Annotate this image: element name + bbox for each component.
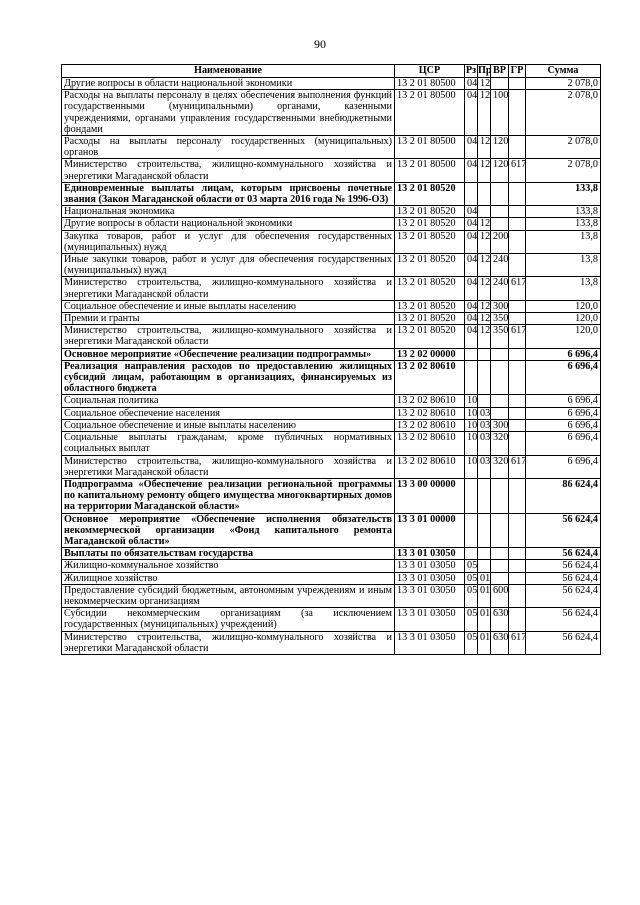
header-gr: ГР (509, 65, 526, 78)
row-vr-cell: 120 (491, 159, 509, 182)
header-csr: ЦСР (395, 65, 465, 78)
row-rz-cell: 10 (465, 432, 478, 455)
row-name-cell: Реализация направления расходов по предоставлению жилищных субсидий лицам, работающим в организациях, финансируемых из областного бюджета (62, 360, 395, 395)
row-gr-cell (509, 313, 526, 325)
table-row (62, 90, 601, 136)
row-sum-cell: 120,0 (526, 313, 601, 325)
row-pr-cell: 03 (478, 419, 491, 431)
row-rz-cell (465, 478, 478, 513)
row-name-cell: Другие вопросы в области национальной экономики (62, 78, 395, 90)
row-name-cell: Субсидии некоммерческим организациям (за исключением государственных (муниципальных) учреждений) (62, 608, 395, 631)
row-sum-cell: 56 624,4 (526, 560, 601, 572)
row-name-cell: Социальное обеспечение населения (62, 407, 395, 419)
row-gr-cell: 617 (509, 277, 526, 300)
row-gr-cell (509, 300, 526, 312)
table-row (62, 206, 601, 218)
row-vr-cell: 120 (491, 136, 509, 159)
row-gr-cell (509, 182, 526, 205)
row-csr-cell: 13 2 01 80500 (395, 159, 465, 182)
row-rz-cell: 04 (465, 159, 478, 182)
row-csr-cell: 13 2 02 80610 (395, 360, 465, 395)
row-name-cell: Закупка товаров, работ и услуг для обеспечения государственных (муниципальных) нужд (62, 230, 395, 253)
row-csr-cell: 13 2 02 80610 (395, 432, 465, 455)
row-rz-cell: 04 (465, 277, 478, 300)
row-pr-cell: 12 (478, 300, 491, 312)
row-sum-cell: 133,8 (526, 182, 601, 205)
row-name-cell: Другие вопросы в области национальной экономики (62, 218, 395, 230)
row-gr-cell: 617 (509, 159, 526, 182)
table-row (62, 455, 601, 478)
row-pr-cell: 03 (478, 455, 491, 478)
row-gr-cell (509, 548, 526, 560)
table-row (62, 584, 601, 607)
row-sum-cell: 6 696,4 (526, 407, 601, 419)
row-sum-cell: 56 624,4 (526, 513, 601, 548)
header-vr: ВР (491, 65, 509, 78)
row-csr-cell: 13 3 01 03050 (395, 584, 465, 607)
row-name-cell: Жилищно-коммунальное хозяйство (62, 560, 395, 572)
row-vr-cell: 630 (491, 631, 509, 654)
row-vr-cell (491, 78, 509, 90)
header-pr: Пр (478, 65, 492, 76)
row-rz-cell: 04 (465, 206, 478, 218)
row-rz-cell: 04 (465, 136, 478, 159)
table-row (62, 277, 601, 300)
row-sum-cell: 56 624,4 (526, 631, 601, 654)
row-pr-cell (478, 348, 491, 360)
row-name-cell: Расходы на выплаты персоналу в целях обеспечения выполнения функций государственными (муниципальными) органами, казенными учреждениями, органами управления государственными внебюджетными фондами (62, 90, 395, 136)
row-vr-cell (491, 182, 509, 205)
row-sum-cell: 6 696,4 (526, 348, 601, 360)
row-gr-cell (509, 218, 526, 230)
row-rz-cell (465, 360, 478, 395)
row-rz-cell (465, 513, 478, 548)
row-vr-cell (491, 513, 509, 548)
row-vr-cell (491, 407, 509, 419)
row-rz-cell: 05 (465, 631, 478, 654)
row-pr-cell (478, 206, 491, 218)
row-pr-cell (478, 478, 491, 513)
row-csr-cell: 13 2 02 80610 (395, 419, 465, 431)
row-vr-cell (491, 360, 509, 395)
row-vr-cell: 300 (491, 419, 509, 431)
row-name-cell: Предоставление субсидий бюджетным, автономным учреждениям и иным некоммерческим организациям (62, 584, 395, 607)
row-sum-cell: 6 696,4 (526, 395, 601, 407)
header-rz: Рз (465, 65, 477, 76)
row-gr-cell (509, 407, 526, 419)
row-vr-cell (491, 395, 509, 407)
row-rz-cell (465, 548, 478, 560)
row-pr-cell (478, 395, 491, 407)
table-row (62, 325, 601, 348)
row-rz-cell: 04 (465, 325, 478, 348)
row-pr-cell: 01 (478, 608, 491, 631)
row-csr-cell: 13 2 01 80500 (395, 136, 465, 159)
table-row (62, 608, 601, 631)
row-name-cell: Иные закупки товаров, работ и услуг для обеспечения государственных (муниципальных) нужд (62, 254, 395, 277)
table-body (62, 78, 601, 655)
table-row (62, 78, 601, 90)
table-header-row (62, 65, 601, 78)
row-csr-cell: 13 2 02 00000 (395, 348, 465, 360)
row-sum-cell: 13,8 (526, 230, 601, 253)
row-name-cell: Министерство строительства, жилищно-коммунального хозяйства и энергетики Магаданской области (62, 277, 395, 300)
row-vr-cell: 200 (491, 230, 509, 253)
row-rz-cell: 04 (465, 230, 478, 253)
row-sum-cell: 2 078,0 (526, 159, 601, 182)
row-csr-cell: 13 2 01 80520 (395, 218, 465, 230)
row-csr-cell: 13 3 01 03050 (395, 572, 465, 584)
row-name-cell: Министерство строительства, жилищно-коммунального хозяйства и энергетики Магаданской области (62, 159, 395, 182)
table-row (62, 230, 601, 253)
table-row (62, 313, 601, 325)
row-pr-cell (478, 513, 491, 548)
row-name-cell: Основное мероприятие «Обеспечение исполнения обязательств некоммерческой организации «Фонд капитального ремонта Магаданской области» (62, 513, 395, 548)
row-vr-cell (491, 218, 509, 230)
row-gr-cell (509, 478, 526, 513)
row-csr-cell: 13 3 01 03050 (395, 548, 465, 560)
row-pr-cell: 12 (478, 254, 491, 277)
row-pr-cell (478, 360, 491, 395)
row-vr-cell: 320 (491, 432, 509, 455)
row-sum-cell: 56 624,4 (526, 608, 601, 631)
header-sum: Сумма (526, 65, 601, 78)
table-row (62, 218, 601, 230)
row-csr-cell: 13 2 01 80520 (395, 325, 465, 348)
row-rz-cell: 04 (465, 78, 478, 90)
row-name-cell: Социальные выплаты гражданам, кроме публичных нормативных социальных выплат (62, 432, 395, 455)
row-sum-cell: 56 624,4 (526, 572, 601, 584)
row-pr-cell (478, 182, 491, 205)
row-rz-cell: 05 (465, 584, 478, 607)
row-pr-cell (478, 560, 491, 572)
row-rz-cell: 10 (465, 419, 478, 431)
row-gr-cell (509, 230, 526, 253)
table-row (62, 407, 601, 419)
row-pr-cell: 01 (478, 631, 491, 654)
table-row (62, 631, 601, 654)
row-csr-cell: 13 2 02 80610 (395, 395, 465, 407)
row-pr-cell: 12 (478, 277, 491, 300)
row-sum-cell: 6 696,4 (526, 419, 601, 431)
row-csr-cell: 13 2 01 80500 (395, 90, 465, 136)
budget-table (61, 64, 601, 655)
row-gr-cell (509, 136, 526, 159)
table-row (62, 136, 601, 159)
row-vr-cell: 300 (491, 300, 509, 312)
row-vr-cell (491, 572, 509, 584)
row-name-cell: Министерство строительства, жилищно-коммунального хозяйства и энергетики Магаданской области (62, 631, 395, 654)
row-csr-cell: 13 2 01 80520 (395, 230, 465, 253)
row-sum-cell: 2 078,0 (526, 90, 601, 136)
table-row (62, 159, 601, 182)
row-rz-cell: 10 (465, 407, 478, 419)
header-name: Наименование (62, 65, 395, 78)
row-rz-cell (465, 182, 478, 205)
table-row (62, 360, 601, 395)
row-gr-cell (509, 608, 526, 631)
row-pr-cell: 12 (478, 136, 491, 159)
row-gr-cell (509, 572, 526, 584)
table-row (62, 572, 601, 584)
row-sum-cell: 120,0 (526, 300, 601, 312)
row-vr-cell: 630 (491, 608, 509, 631)
row-pr-cell: 01 (478, 572, 491, 584)
row-vr-cell: 100 (491, 90, 509, 136)
row-sum-cell: 6 696,4 (526, 455, 601, 478)
row-sum-cell: 56 624,4 (526, 584, 601, 607)
row-vr-cell: 240 (491, 254, 509, 277)
row-rz-cell: 05 (465, 608, 478, 631)
row-name-cell: Социальное обеспечение и иные выплаты населению (62, 300, 395, 312)
row-vr-cell: 600 (491, 584, 509, 607)
row-name-cell: Премии и гранты (62, 313, 395, 325)
row-vr-cell: 240 (491, 277, 509, 300)
row-vr-cell (491, 478, 509, 513)
row-rz-cell: 04 (465, 218, 478, 230)
row-csr-cell: 13 2 01 80520 (395, 277, 465, 300)
row-sum-cell: 86 624,4 (526, 478, 601, 513)
row-name-cell: Национальная экономика (62, 206, 395, 218)
row-csr-cell: 13 2 01 80520 (395, 182, 465, 205)
row-csr-cell: 13 3 01 03050 (395, 560, 465, 572)
row-pr-cell: 12 (478, 90, 491, 136)
row-gr-cell: 617 (509, 455, 526, 478)
row-gr-cell: 617 (509, 631, 526, 654)
row-csr-cell: 13 2 01 80520 (395, 300, 465, 312)
row-sum-cell: 2 078,0 (526, 78, 601, 90)
row-pr-cell: 12 (478, 325, 491, 348)
table-row (62, 182, 601, 205)
row-gr-cell (509, 395, 526, 407)
row-pr-cell (478, 548, 491, 560)
row-csr-cell: 13 3 01 00000 (395, 513, 465, 548)
row-gr-cell (509, 360, 526, 395)
row-sum-cell: 56 624,4 (526, 548, 601, 560)
row-rz-cell (465, 348, 478, 360)
table-row (62, 348, 601, 360)
row-pr-cell: 12 (478, 78, 491, 90)
row-rz-cell: 05 (465, 572, 478, 584)
row-csr-cell: 13 2 01 80520 (395, 313, 465, 325)
row-csr-cell: 13 2 01 80500 (395, 78, 465, 90)
row-gr-cell (509, 206, 526, 218)
row-sum-cell: 6 696,4 (526, 360, 601, 395)
row-gr-cell (509, 560, 526, 572)
row-csr-cell: 13 2 02 80610 (395, 407, 465, 419)
row-sum-cell: 6 696,4 (526, 432, 601, 455)
table-row (62, 254, 601, 277)
row-gr-cell (509, 254, 526, 277)
table-row (62, 432, 601, 455)
row-sum-cell: 133,8 (526, 218, 601, 230)
row-vr-cell: 350 (491, 313, 509, 325)
row-pr-cell: 12 (478, 159, 491, 182)
row-sum-cell: 2 078,0 (526, 136, 601, 159)
row-name-cell: Выплаты по обязательствам государства (62, 548, 395, 560)
row-name-cell: Социальная политика (62, 395, 395, 407)
row-name-cell: Социальное обеспечение и иные выплаты населению (62, 419, 395, 431)
row-pr-cell: 01 (478, 584, 491, 607)
row-name-cell: Министерство строительства, жилищно-коммунального хозяйства и энергетики Магаданской области (62, 455, 395, 478)
row-pr-cell: 12 (478, 230, 491, 253)
row-sum-cell: 120,0 (526, 325, 601, 348)
row-rz-cell: 04 (465, 313, 478, 325)
row-csr-cell: 13 2 02 80610 (395, 455, 465, 478)
row-vr-cell: 320 (491, 455, 509, 478)
row-vr-cell (491, 206, 509, 218)
row-csr-cell: 13 3 00 00000 (395, 478, 465, 513)
row-rz-cell: 05 (465, 560, 478, 572)
table-row (62, 513, 601, 548)
row-gr-cell (509, 513, 526, 548)
row-rz-cell: 10 (465, 395, 478, 407)
row-vr-cell: 350 (491, 325, 509, 348)
row-rz-cell: 04 (465, 254, 478, 277)
row-name-cell: Министерство строительства, жилищно-коммунального хозяйства и энергетики Магаданской области (62, 325, 395, 348)
table-row (62, 300, 601, 312)
table-row (62, 478, 601, 513)
row-vr-cell (491, 560, 509, 572)
row-name-cell: Единовременные выплаты лицам, которым присвоены почетные звания (Закон Магаданской области от 03 марта 2016 года № 1996-ОЗ) (62, 182, 395, 205)
row-csr-cell: 13 2 01 80520 (395, 206, 465, 218)
row-sum-cell: 133,8 (526, 206, 601, 218)
row-rz-cell: 10 (465, 455, 478, 478)
row-gr-cell (509, 584, 526, 607)
row-name-cell: Расходы на выплаты персоналу государственных (муниципальных) органов (62, 136, 395, 159)
row-rz-cell: 04 (465, 90, 478, 136)
page-number: 90 (314, 37, 326, 51)
row-gr-cell (509, 432, 526, 455)
row-rz-cell: 04 (465, 300, 478, 312)
table-row (62, 419, 601, 431)
row-name-cell: Жилищное хозяйство (62, 572, 395, 584)
table-row (62, 560, 601, 572)
table-row (62, 395, 601, 407)
row-vr-cell (491, 548, 509, 560)
row-csr-cell: 13 3 01 03050 (395, 608, 465, 631)
row-gr-cell (509, 419, 526, 431)
row-gr-cell (509, 78, 526, 90)
row-pr-cell: 12 (478, 218, 491, 230)
table-row (62, 548, 601, 560)
row-name-cell: Основное мероприятие «Обеспечение реализации подпрограммы» (62, 348, 395, 360)
row-pr-cell: 03 (478, 407, 491, 419)
row-gr-cell: 617 (509, 325, 526, 348)
row-vr-cell (491, 348, 509, 360)
row-pr-cell: 03 (478, 432, 491, 455)
row-sum-cell: 13,8 (526, 277, 601, 300)
row-csr-cell: 13 2 01 80520 (395, 254, 465, 277)
row-sum-cell: 13,8 (526, 254, 601, 277)
row-pr-cell: 12 (478, 313, 491, 325)
row-gr-cell (509, 348, 526, 360)
row-name-cell: Подпрограмма «Обеспечение реализации региональной программы по капитальному ремонту общего имущества многоквартирных домов на территории Магаданской области» (62, 478, 395, 513)
row-gr-cell (509, 90, 526, 136)
row-csr-cell: 13 3 01 03050 (395, 631, 465, 654)
